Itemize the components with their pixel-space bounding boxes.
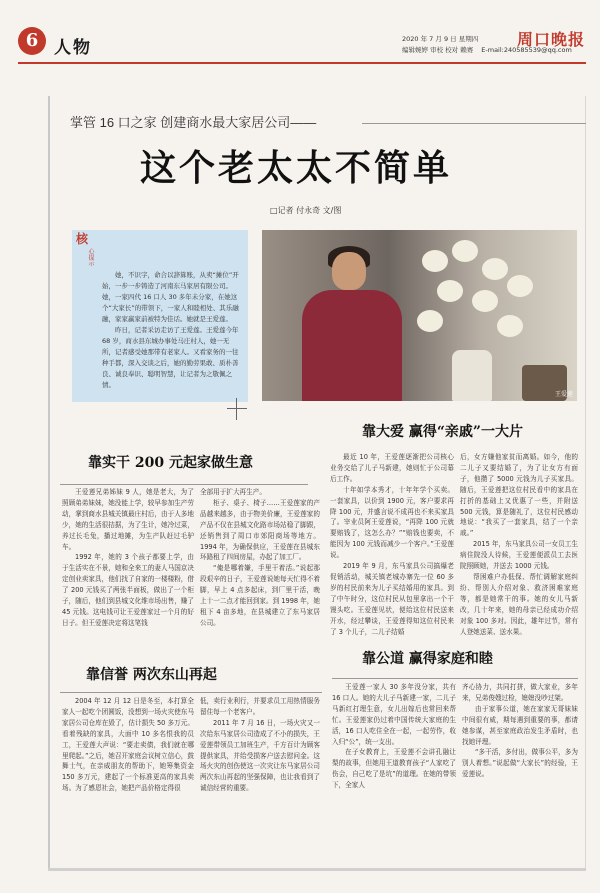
section-2-col-2 — [460, 452, 578, 637]
date-line: 2020 年 7 月 9 日 星期四 — [402, 35, 479, 43]
paragraph: 帮困难户办低保、帮忙调解家庭纠纷、帮别人介绍对象、救济困难家庭等，都是她常干的事。她的女儿马新改，几十年来，她的母亲已经成功介绍对象 100 多对。因此，雄年过节，常有人登她送菜、送水果。 — [460, 572, 578, 636]
section-rule — [60, 484, 308, 485]
note-corner-mark — [236, 398, 258, 420]
section-rule — [60, 692, 322, 693]
paragraph: 2004 年 12 月 12 日是冬至，本打算全家人一起吃个团圆饭，没想到一场火灾使东马家居公司仓库在毁了，估计损失 50 多万元。看着残缺的家具，大面中 10 多名恨我的员工，王爱莲大声说：“要走卖债，我们就在哪里爬起。”之后，她召开家庭会议树立信心，鼓舞士气，在亲威朋友的帮助下，她筹集资金 150 多万元，建起了一个标准更高的家具卖场。为了感恩社会，她把产品价格定得很 — [62, 697, 194, 793]
newspaper-logo: 周口晚报 — [517, 30, 586, 49]
header-rule — [18, 62, 586, 64]
paragraph: “俺是哪着嫌，手里干着活。”说起那段艰辛的日子，王爱莲说她每天忙得不着脚，早上 4 点多起床，到厂里干活，晚上十一二点才能回到家。到 1998 年，她租下 4 亩多地，在县城建立了东马家居公司。 — [200, 564, 320, 627]
section-heading-2: 靠大爱 赢得“亲戚”一大片 — [362, 424, 523, 440]
article-photo — [262, 230, 577, 401]
paragraph: 后，女方嫌他家贫而离婚。如今，他的二儿子又要结婚了，为了让女方有面子，他攒了 5000 元钱为儿子买家具。随后，王爱莲把这位村民看中的家具在打折的基础上又优惠了一些，并附送 500 元钱，算是随礼了，这位村民感动地说：“我买了一套家具，结了一个亲戚。” — [460, 453, 578, 538]
section-heading-1: 靠实干 200 元起家做生意 — [88, 455, 253, 471]
section-heading-3: 靠信誉 两次东山再起 — [86, 667, 217, 683]
paragraph: 在子女教育上，王爱莲不会讲孔融让梨的故事，但她用王道教育孩子“人家吃了伤会，自己吃了是坑”的道理。在她的带领下，全家人 — [332, 748, 456, 790]
section-name: 人物 — [54, 38, 92, 58]
photo-flowers — [412, 240, 552, 360]
contact-email: E-mail:240585539@qq.com — [481, 46, 572, 54]
page-bottom-rule — [48, 868, 586, 871]
kicker-rule — [362, 123, 586, 124]
page-header — [0, 0, 600, 64]
note-paragraph: 昨日，记者采访走访了王爱莲。王爱莲今年 68 岁，商水县东城办事处马庄村人，她一无所，记者感受她那带有老家人。又看家务的一往种手都，深入交谈之后，她的勤劳果敢、质朴善良、诚良奉识、聪明智慧，让记者为之敬佩之情。 — [102, 326, 239, 389]
page-number-badge: 6 — [18, 27, 46, 55]
paragraph: 全部用于扩大再生产。 — [200, 488, 266, 496]
paragraph: 柜子、桌子、椅子……王爱莲家的产品越来越多，由于物美价廉，王爱莲家的产品不仅在县城文化路市场站稳了脚跟，还销售到了周口市郊阳商场等地方。1994 年，为确保供应，王爱莲在县城东环路租了四间房屋，办起了加工厂。 — [200, 498, 320, 562]
photo-person-body — [302, 290, 402, 401]
section-1-col-1 — [62, 487, 194, 629]
article-byline: □记者 付永奇 文/图 — [270, 206, 342, 215]
paragraph: 十年如学本秀才，十年年学个买卖。一套家具，以价到 1900 元，客户要求再降 100 元，并盛言说不成再也不来买家具了。宰业员阿王爱莲说，“再降 100 元就要赔钱了，这怎么办？”“赔钱也要卖，不能因为 100 元钱而减少一个客户。”王爱莲说。 — [330, 485, 454, 560]
paragraph: 2019 年 9 月，东马家具公司搞爆老促销活动，城关镇老城办寨先一位 60 多岁的村民前来为儿子买结婚用的家具。到了中午时分，这位村民从包里拿出一个干馒头吃。王爱莲见状，便给这位村民送来开水，经过攀谈，王爱莲得知这位村民来了 3 个儿子，二儿子结婚 — [330, 562, 454, 636]
paragraph: 2011 年 7 月 16 日，一场火灾又一次给东马家居公司造成了不小的损失，王爱莲带领员工加班生产，千方百计为顾客提供家具，并给受损客户送去慰问金。这场火灾的创伤使这一次灾让东马家居公司两次东山再起的坚强保障，也让我看到了诚信经营的重要。 — [200, 718, 320, 793]
editor-note-box — [72, 230, 248, 402]
paragraph: 王爱莲一家人 30 多年没分家，共有 16 口人。她的大儿子马新建一家，二儿子马新红打理生意，女儿出嫁后也常回来帮忙。王爱莲家仍过着中国传统大家庭的生活，16 口人吃住全在一起，一起劳作，收入归“公”，统一支出。 — [332, 683, 456, 746]
paragraph: “多干活，多付出，做事公平，多为别人着想。”说起做“大家长”的经验，王爱莲说。 — [462, 748, 578, 779]
photo-person-head — [332, 252, 366, 290]
staff-names: 编辑婉婷 审校 校对 赖赛 — [402, 46, 474, 54]
paragraph: 最近 10 年，王爱莲逐渐把公司核心业务交给了儿子马新建，她则忙于公司幕后工作。 — [330, 453, 454, 483]
section-rule — [332, 678, 578, 679]
note-text — [102, 270, 242, 391]
photo-vase — [452, 350, 492, 401]
note-tag: 核 — [76, 232, 89, 246]
section-4-col-2 — [462, 682, 578, 780]
photo-credit: 王爱莲 — [554, 391, 573, 398]
paragraph: 王爱莲兄弟姊妹 9 人，她是老大，为了照顾弟弟妹妹，她没能上学，较早参加生产劳动，掌到商水县城关镇最庄村后，由于人多地少，她的生活很拮据，为了生计，她冷过菜，养过长毛兔，播过地摊，为生产队赶过毛驴车。 — [62, 488, 194, 551]
paragraph: 由于家事公道，她在家家无哥妹妹中间很有威，期每遇到重要的事，都请她参谋，甚至家庭政治发生矛盾时，也找她评理。 — [462, 704, 578, 746]
article-kicker: 掌管 16 口之家 创建商水最大家居公司—— — [70, 115, 317, 130]
note-paragraph: 她，不识字，命合以辞算账，从卖“摊位”开始，一步一步铸造了河南东马家居有限公司。她，一家四代 16 口人 30 多年未分家，在她这个“大家长”的带领下，一家人和睦相处、其乐融融，家家赢家前被特为佳话。她就是王爱莲。 — [102, 271, 239, 323]
paragraph: 1992 年，她的 3 个孩子都要上学，由于生活实在不景，她和全来工的妻人马国京决定创业卖家具，他们找了自家的一楼楼粉，借了 200 元钱买了两张半面板，做出了一个柜子，随后，他们到县城文化维市场出售，赚了 45 元钱。这电钱可让王爱莲家过一个月的好日子。但王爱莲决定将这笔钱 — [62, 553, 194, 627]
section-heading-4: 靠公道 赢得家庭和睦 — [362, 651, 493, 667]
note-subtitle: 心提示 — [87, 248, 94, 266]
paragraph: 低，卖行业利行，并要求员工用热情服务留住每一个老客户。 — [200, 697, 320, 716]
section-3-col-2 — [200, 696, 320, 794]
section-4-col-1 — [332, 682, 456, 791]
article-headline: 这个老太太不简单 — [140, 147, 453, 189]
paragraph: 2015 年，东马家具公司一女员工生病住院没人待候，王爱莲便派员工去医院照顾她，并送去 1000 元钱。 — [460, 540, 578, 571]
section-3-col-1 — [62, 696, 194, 794]
paragraph: 齐心协力，共同打拼，做大家业，多年来，兄弟俊嫂过检，媳媳没吵过架。 — [462, 683, 578, 702]
section-1-col-2 — [200, 487, 320, 629]
section-2-col-1 — [330, 452, 454, 637]
